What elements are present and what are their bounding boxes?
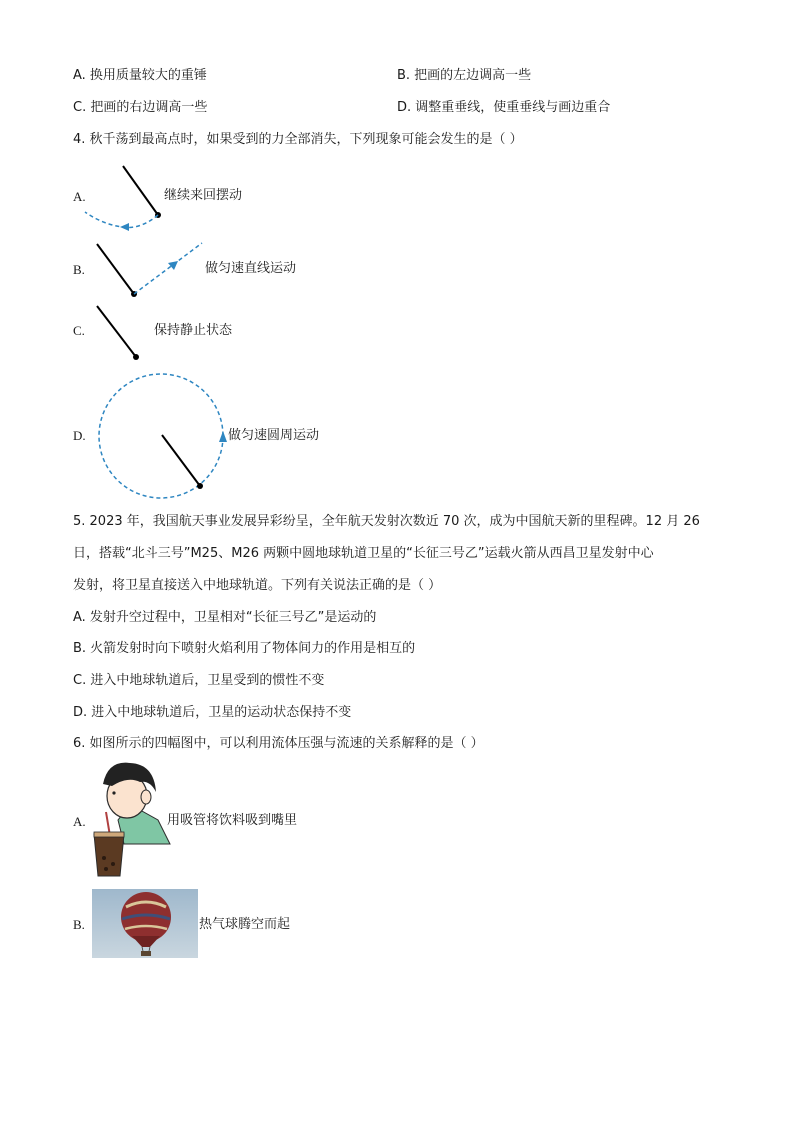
q4-option-b-letter: B. (73, 262, 85, 277)
balloon-basket (141, 951, 151, 956)
q4-option-c-letter: C. (73, 323, 85, 338)
boba-dot (111, 862, 115, 866)
boba-dot (102, 856, 106, 860)
q5-stem-line-3: 发射，将卫星直接送入中地球轨道。下列有关说法正确的是（ ） (73, 578, 442, 593)
q5-option-a: A. 发射升空过程中，卫星相对“长征三号乙”是运动的 (73, 610, 377, 625)
q4-option-a-caption: 继续来回摆动 (164, 188, 243, 203)
q5-option-b: B. 火箭发射时向下喷射火焰利用了物体间力的作用是相互的 (73, 641, 416, 656)
cup-lid (94, 832, 124, 837)
q6-option-b-letter: B. (73, 917, 85, 932)
q5-option-c: C. 进入中地球轨道后，卫星受到的惯性不变 (73, 673, 325, 688)
q6-stem: 6. 如图所示的四幅图中，可以利用流体压强与流速的关系解释的是（ ） (73, 736, 484, 751)
q4-option-d-caption: 做匀速圆周运动 (228, 428, 320, 443)
q3-option-a: A. 换用质量较大的重锤 (73, 68, 207, 83)
eye-dot (112, 791, 115, 794)
q4-option-d-letter: D. (73, 428, 86, 443)
q4-option-b-caption: 做匀速直线运动 (205, 261, 297, 276)
q4-stem: 4. 秋千荡到最高点时，如果受到的力全部消失，下列现象可能会发生的是（ ） (73, 132, 523, 147)
q6-option-a-letter: A. (73, 814, 86, 829)
q6-option-a-caption: 用吸管将饮料吸到嘴里 (167, 813, 298, 828)
q3-option-d: D. 调整重垂线，使重垂线与画边重合 (397, 100, 611, 115)
hot-air-balloon-photo (92, 889, 198, 958)
ear-shape (141, 790, 151, 804)
boba-dot (104, 867, 108, 871)
q4-option-c-caption: 保持静止状态 (154, 323, 233, 338)
cup-shape (94, 834, 124, 876)
q5-stem-line-1: 5. 2023 年，我国航天事业发展异彩纷呈，全年航天发射次数近 70 次，成为中国航天新的里程碑。12 月 26 (73, 514, 700, 529)
q4-option-a-letter: A. (73, 189, 86, 204)
q3-option-c: C. 把画的右边调高一些 (73, 100, 208, 115)
q5-option-d: D. 进入中地球轨道后，卫星的运动状态保持不变 (73, 705, 352, 720)
q6-option-b-caption: 热气球腾空而起 (199, 917, 291, 932)
q3-option-b: B. 把画的左边调高一些 (397, 68, 532, 83)
q5-stem-line-2: 日，搭载“北斗三号”M25、M26 两颗中圆地球轨道卫星的“长征三号乙”运载火箭从西昌卫星发射中心 (73, 546, 654, 561)
